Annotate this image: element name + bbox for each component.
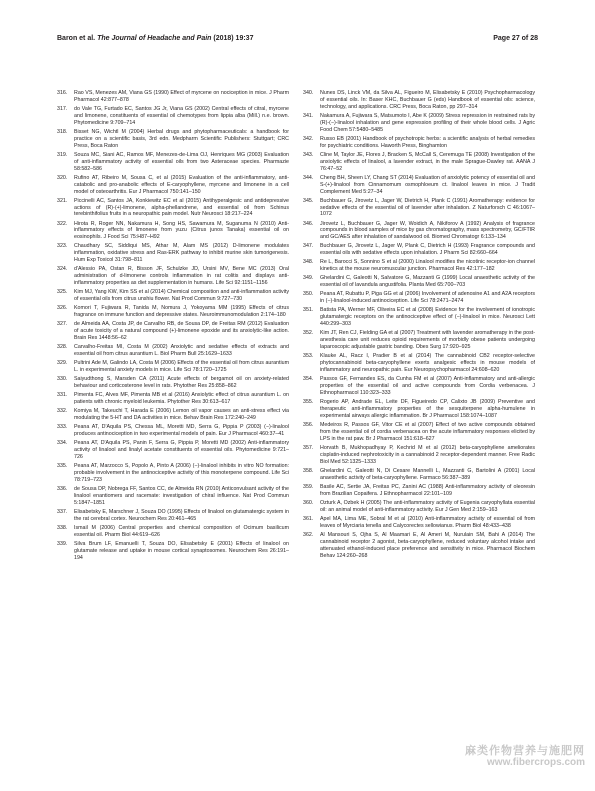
- reference-number: 348.: [303, 259, 314, 266]
- reference-text: Kim JT, Ren CJ, Fielding GA et al (2007) Treatment with lavender aromatherapy in the post-anesthesia care unit reduces opioid requirements of morbidly obese patients undergoing laparoscopic adjustable gastric banding. Obes Surg 17:920–925: [320, 330, 535, 351]
- reference-entry: [57, 289, 289, 303]
- reference-entry: [57, 321, 289, 342]
- reference-entry: [57, 424, 289, 438]
- journal-name: The Journal of Headache and Pain: [97, 35, 212, 42]
- reference-text: Ozturk A, Ozbek H (2005) The anti-inflammatory activity of Eugenia caryophyllata essential oil: an animal model of anti-inflammatory activity. Eur J Gen Med 2:159–163: [320, 499, 535, 513]
- references-left-column: [57, 90, 289, 564]
- reference-number: 326.: [57, 305, 68, 312]
- reference-entry: [303, 113, 535, 134]
- watermark-site-name: 麻类作物营养与施肥网: [465, 744, 585, 757]
- reference-number: 330.: [57, 376, 68, 383]
- reference-text: Pultrini Ade M, Galindo LA, Costa M (2006) Effects of the essential oil from citrus aurantium L. in experimental anxiety models in mice. Life Sci 78:1720–1725: [74, 360, 289, 374]
- journal-volume: (2018) 19:37: [211, 35, 254, 42]
- reference-text: Komiya M, Takeuchi T, Harada E (2006) Lemon oil vapor causes an anti-stress effect via modulating the 5-HT and DA activities in mice. Behav Brain Res 172:240–249: [74, 408, 289, 422]
- reference-entry: [57, 175, 289, 196]
- page-number: Page 27 of 28: [493, 35, 538, 42]
- reference-number: 345.: [303, 197, 314, 204]
- journal-authors: Baron et al.: [57, 35, 98, 42]
- reference-entry: [57, 525, 289, 539]
- reference-number: 349.: [303, 275, 314, 282]
- reference-entry: [303, 468, 535, 482]
- reference-number: 357.: [303, 444, 314, 451]
- reference-number: 323.: [57, 243, 68, 250]
- reference-text: Medeiros R, Passos GF, Vitor CE et al (2007) Effect of two active compounds obtained from the essential oil of cordia verbenacea on the acute inflammatory responses elicited by LPS in the rat paw. Br J Pharmacol 151:618–627: [320, 421, 535, 442]
- reference-number: 355.: [303, 399, 314, 406]
- reference-entry: [303, 353, 535, 374]
- reference-entry: [57, 408, 289, 422]
- reference-entry: [303, 330, 535, 351]
- reference-entry: [303, 484, 535, 498]
- reference-number: 361.: [303, 515, 314, 522]
- reference-text: Nakamura A, Fujiwara S, Matsumoto I, Abe K (2009) Stress repression in restrained rats by (R)-(−)-linalool inhalation and gene expression profiling of their whole blood cells. J Agric Food Chem 57:5480–5485: [320, 112, 535, 133]
- reference-entry: [57, 266, 289, 287]
- reference-entry: [303, 445, 535, 466]
- reference-number: 332.: [57, 408, 68, 415]
- reference-number: 320.: [57, 174, 68, 181]
- reference-number: 333.: [57, 424, 68, 431]
- reference-text: Batista PA, Werner MF, Oliveira EC et al (2008) Evidence for the involvement of ionotropic glutamatergic receptors on the antinociceptive effect of (−)-linalool in mice. Neurosci Lett 440:299–303: [320, 307, 535, 328]
- reference-entry: [57, 463, 289, 484]
- reference-text: Cline M, Taylor JE, Flores J, Bracken S, McCall S, Ceremuga TE (2008) Investigation of the anxiolytic effects of linalool, a lavender extract, in the male Sprague-Dawley rat. AANA J 76:47–52: [320, 151, 535, 172]
- reference-number: 360.: [303, 499, 314, 506]
- watermark: [465, 745, 585, 769]
- reference-number: 352.: [303, 330, 314, 337]
- reference-entry: [57, 486, 289, 507]
- reference-text: Pimenta FC, Alves MF, Pimenta MB et al (2016) Anxiolytic effect of citrus aurantium L. on patients with chronic myeloid leukemia. Phytother Res 30:613–617: [74, 392, 289, 406]
- reference-text: Elisabetsky E, Marschner J, Souza DO (1995) Effects of linalool on glutamatergic system in the rat cerebral cortex. Neurochem Res 20:461–465: [74, 508, 289, 522]
- reference-number: 344.: [303, 174, 314, 181]
- reference-entry: [57, 344, 289, 358]
- reference-text: Saiyudthong S, Marsden CA (2011) Acute effects of bergamot oil on anxiety-related behaviour and corticosterone level in rats. Phytother Res 25:858–862: [74, 376, 289, 390]
- reference-text: Peana AT, Rubattu P, Piga GG et al (2006) Involvement of adenosine A1 and A2A receptors in (−)-linalool-induced antinociception. Life Sci 78:2471–2474: [320, 291, 535, 305]
- journal-citation: [57, 34, 253, 43]
- reference-number: 319.: [57, 151, 68, 158]
- reference-text: Hirota R, Roger NN, Nakamura H, Song HS, Sawamura M, Suganuma N (2010) Anti-inflammatory effects of limonene from yuzu (Citrus junos Tanaka) essential oil on eosinophils. J Food Sci 75:H87–H92: [74, 220, 289, 241]
- reference-text: Peana AT, Marzocco S, Popolo A, Pinto A (2006) (−)-linalool inhibits in vitro NO formation: probable involvement in the antinociceptive activity of this monoterpene compound. Life Sci 78:719–723: [74, 463, 289, 483]
- reference-text: Russo EB (2001) Handbook of psychotropic herbs: a scientific analysis of herbal remedies for psychiatric conditions. Haworth Press, Binghamton: [320, 135, 535, 149]
- reference-entry: [303, 259, 535, 273]
- reference-number: 327.: [57, 321, 68, 328]
- reference-entry: [57, 376, 289, 390]
- reference-text: Cheng BH, Sheen LY, Chang ST (2014) Evaluation of anxiolytic potency of essential oil and S-(+)-linalool from Cinnamomum osmophloeum ct. linalool leaves in mice. J Tradit Complement Med 5:27–34: [320, 174, 535, 195]
- reference-number: 324.: [57, 266, 68, 273]
- reference-text: Piccinelli AC, Santos JA, Konkiewitz EC et al (2015) Antihyperalgesic and antidepressive actions of (R)-(+)-limonene, alpha-phellandrene, and essential oil from Schinus terebinthifolius fruits in a neuropathic pain model. Nutr Neurosci 18:217–224: [74, 197, 289, 218]
- reference-entry: [303, 376, 535, 397]
- reference-entry: [303, 516, 535, 530]
- reference-text: Rao VS, Menezes AM, Viana GS (1990) Effect of myrcene on nociception in mice. J Pharm Pharmacol 42:877–878: [74, 90, 289, 103]
- reference-text: Souza MC, Siani AC, Ramos MF, Menezes-de-Lima OJ, Henriques MG (2003) Evaluation of anti-inflammatory activity of essential oils from two Asteraceae species. Pharmazie 58:582–586: [74, 151, 289, 172]
- reference-text: Basile AC, Sertie JA, Freitas PC, Zanini AC (1988) Anti-inflammatory activity of oleoresin from Brazilian Copaifera. J Ethnopharmacol 22:101–109: [320, 483, 535, 497]
- reference-text: Chaudhary SC, Siddiqui MS, Athar M, Alam MS (2012) D-limonene modulates inflammation, oxidative stress and Ras-ERK pathway to inhibit murine skin tumorigenesis. Hum Exp Toxicol 31:798–811: [74, 243, 289, 264]
- reference-text: Peana AT, D'Aquila PS, Chessa ML, Moretti MD, Serra G, Pippia P (2003) (−)-linalool produces antinociception in two experimental models of pain. Eur J Pharmacol 460:37–41: [74, 424, 289, 438]
- reference-text: Passos GF, Fernandes ES, da Cunha FM et al (2007) Anti-inflammatory and anti-allergic properties of the essential oil and active compounds from Cordia verbenacea. J Ethnopharmacol 110:323–333: [320, 376, 535, 396]
- reference-text: Apel MA, Lima ME, Sobral M et al (2010) Anti-inflammatory activity of essential oil from leaves of Myrciaria tenella and Calycorectes sellowianus. Pharm Biol 48:433–438: [320, 515, 535, 529]
- reference-text: Re L, Barocci S, Sonnino S et al (2000) Linalool modifies the nicotinic receptor-ion channel kinetics at the mouse neuromuscular junction. Pharmacol Res 42:177–182: [320, 259, 535, 273]
- reference-number: 340.: [303, 90, 314, 96]
- reference-entry: [57, 440, 289, 461]
- reference-text: d'Alessio PA, Ostan R, Bisson JF, Schulzke JD, Ursini MV, Bene MC (2013) Oral administration of d-limonene controls inflammation in rat colitis and displays anti-inflammatory properties as diet supplementation in humans. Life Sci 92:1151–1156: [74, 266, 289, 287]
- reference-number: 354.: [303, 376, 314, 383]
- reference-text: Komori T, Fujiwara R, Tanida M, Nomura J, Yokoyama MM (1995) Effects of citrus fragrance on immune function and depressive states. Neuroimmunomodulation 2:174–180: [74, 305, 289, 319]
- reference-number: 362.: [303, 531, 314, 538]
- reference-number: 346.: [303, 220, 314, 227]
- watermark-url: www.fibercrops.com: [487, 757, 585, 768]
- reference-number: 350.: [303, 291, 314, 298]
- reference-number: 317.: [57, 106, 68, 112]
- reference-entry: [303, 221, 535, 242]
- reference-entry: [57, 152, 289, 173]
- reference-entry: [57, 243, 289, 264]
- reference-entry: [57, 198, 289, 219]
- reference-entry: [303, 422, 535, 443]
- reference-text: Kim MJ, Yang KW, Kim SS et al (2014) Chemical composition and anti-inflammation activity of essential oils from citrus unshiu flower. Nat Prod Commun 9:727–730: [74, 289, 289, 303]
- reference-text: Buchbauer G, Jirovetz L, Jager W, Plank C, Dietrich H (1993) Fragrance compounds and essential oils with sedative effects upon inhalation. J Pharm Sci 82:660–664: [320, 243, 535, 257]
- reference-number: 341.: [303, 112, 314, 119]
- reference-text: Jirovetz L, Buchbauer G, Jager W, Woidich A, Nikiforov A (1992) Analysis of fragrance compounds in blood samples of mice by gas chromatography, mass spectrometry, GC/FTIR and GC/AES after inhalation of sandalwood oil. Biomed Chromatogr 6:133–134: [320, 220, 535, 241]
- reference-number: 351.: [303, 307, 314, 314]
- reference-number: 322.: [57, 220, 68, 227]
- reference-entry: [303, 275, 535, 289]
- reference-entry: [303, 243, 535, 257]
- reference-entry: [303, 136, 535, 150]
- reference-entry: [303, 90, 535, 111]
- reference-text: Rufino AT, Ribeiro M, Sousa C, et al (2015) Evaluation of the anti-inflammatory, anti-catabolic and pro-anabolic effects of E-caryophyllene, myrcene and limonene in a cell model of osteoarthritis. Eur J Pharmacol 750:141–150: [74, 174, 289, 195]
- reference-text: Ghelardini C, Galeotti N, Di Cesare Mannelli L, Mazzanti G, Bartolini A (2001) Local anaesthetic activity of beta-caryophyllene. Farmaco 56:387–389: [320, 467, 535, 481]
- reference-text: Carvalho-Freitas MI, Costa M (2002) Anxiolytic and sedative effects of extracts and essential oil from citrus aurantium L. Biol Pharm Bull 25:1629–1633: [74, 344, 289, 358]
- reference-entry: [303, 198, 535, 219]
- references-right-column: [303, 90, 535, 562]
- reference-number: 339.: [57, 540, 68, 547]
- reference-number: 338.: [57, 524, 68, 531]
- reference-number: 359.: [303, 483, 314, 490]
- reference-entry: [57, 106, 289, 127]
- reference-number: 328.: [57, 344, 68, 351]
- reference-entry: [303, 291, 535, 305]
- reference-number: 316.: [57, 90, 68, 96]
- reference-text: Al Mansouri S, Ojha S, Al Maamari E, Al Ameri M, Nurulain SM, Bahi A (2014) The cannabinoid receptor 2 agonist, beta-caryophyllene, reduced voluntary alcohol intake and attenuated ethanol-induced place preference and sensitivity in mice. Pharmacol Biochem Behav 124:260–268: [320, 531, 535, 559]
- reference-text: Ismail M (2006) Central properties and chemical composition of Ocimum basilicum essential oil. Pharm Biol 44:619–626: [74, 524, 289, 538]
- reference-number: 343.: [303, 151, 314, 158]
- reference-text: Buchbauer G, Jirovetz L, Jager W, Dietrich H, Plank C (1991) Aromatherapy: evidence for sedative effects of the essential oil of lavender after inhalation. Z Naturforsch C 46:1067–1072: [320, 197, 535, 218]
- reference-entry: [303, 532, 535, 560]
- reference-entry: [303, 152, 535, 173]
- reference-number: 331.: [57, 392, 68, 399]
- reference-entry: [57, 541, 289, 562]
- reference-text: Klauke AL, Racz I, Pradier B et al (2014) The cannabinoid CB2 receptor-selective phytocannabinoid beta-caryophyllene exerts analgesic effects in mouse models of inflammatory and neuropathic pain. Eur Neuropsychopharmacol 24:608–620: [320, 353, 535, 374]
- reference-number: 347.: [303, 243, 314, 250]
- reference-number: 356.: [303, 421, 314, 428]
- reference-entry: [303, 500, 535, 514]
- reference-text: Silva Brum LF, Emanuelli T, Souza DO, Elisabetsky E (2001) Effects of linalool on glutamate release and uptake in mouse cortical synaptosomes. Neurochem Res 26:191–194: [74, 540, 289, 561]
- reference-entry: [303, 307, 535, 328]
- reference-text: de Sousa DP, Nobrega FF, Santos CC, de Almeida RN (2010) Anticonvulsant activity of the linalool enantiomers and racemate: investigation of chiral influence. Nat Prod Commun 5:1847–1851: [74, 485, 289, 506]
- reference-entry: [57, 509, 289, 523]
- reference-number: 342.: [303, 135, 314, 142]
- reference-entry: [57, 129, 289, 150]
- reference-number: 358.: [303, 467, 314, 474]
- reference-text: Nunes DS, Linck VM, da Silva AL, Figueiro M, Elisabetsky E (2010) Psychopharmacology of essential oils. In: Baser KHC, Buchbauer G (eds) Handbook of essential oils: science, technology, and applications. CRC Press, Boca Raton, pp 297–314: [320, 90, 535, 110]
- reference-number: 321.: [57, 197, 68, 204]
- reference-text: de Almeida AA, Costa JP, de Carvalho RB, de Sousa DP, de Freitas RM (2012) Evaluation of acute toxicity of a natural compound (+)-limonene epoxide and its anxiolytic-like action. Brain Res 1448:56–62: [74, 321, 289, 342]
- reference-entry: [303, 175, 535, 196]
- reference-text: Ghelardini C, Galeotti N, Salvatore G, Mazzanti G (1999) Local anaesthetic activity of the essential oil of lavandula angustifolia. Planta Med 65:700–703: [320, 275, 535, 289]
- reference-number: 337.: [57, 508, 68, 515]
- reference-text: Horvath B, Mukhopadhyay P, Kechrid M et al (2012) beta-caryophyllene ameliorates cisplatin-induced nephrotoxicity in a cannabinoid 2 receptor-dependent manner. Free Radic Biol Med 52:1325–1333: [320, 444, 535, 465]
- reference-number: 353.: [303, 353, 314, 360]
- reference-number: 318.: [57, 128, 68, 135]
- reference-text: Peana AT, D'Aquila PS, Panin F, Serra G, Pippia P, Moretti MD (2002) Anti-inflammatory activity of linalool and linalyl acetate constituents of essential oils. Phytomedicine 9:721–726: [74, 440, 289, 460]
- reference-entry: [57, 305, 289, 319]
- reference-text: do Vale TG, Furtado EC, Santos JG Jr, Viana GS (2002) Central effects of citral, myrcene and limonene, constituents of essential oil chemotypes from lippia alba (Mill.) n.e. brown. Phytomedicine 9:709–714: [74, 106, 289, 126]
- reference-number: 335.: [57, 463, 68, 470]
- reference-entry: [303, 399, 535, 420]
- reference-entry: [57, 90, 289, 104]
- reference-number: 334.: [57, 440, 68, 447]
- reference-number: 325.: [57, 289, 68, 296]
- reference-number: 329.: [57, 360, 68, 367]
- reference-entry: [57, 360, 289, 374]
- reference-number: 336.: [57, 485, 68, 492]
- reference-entry: [57, 392, 289, 406]
- reference-text: Bisset NG, Wichtl M (2004) Herbal drugs and phytopharmaceuticals: a handbook for practice on a scientific basis, 3rd edn. Medpharm Scientific Publishers: Stuttgart; CRC Press, Boca Raton: [74, 128, 289, 149]
- reference-text: Rogerio AP, Andrade EL, Leite DF, Figueiredo CP, Calixto JB (2009) Preventive and therapeutic anti-inflammatory properties of the sesquiterpene alpha-humulene in experimental airways allergic inflammation. Br J Pharmacol 158:1074–1087: [320, 399, 535, 419]
- reference-entry: [57, 221, 289, 242]
